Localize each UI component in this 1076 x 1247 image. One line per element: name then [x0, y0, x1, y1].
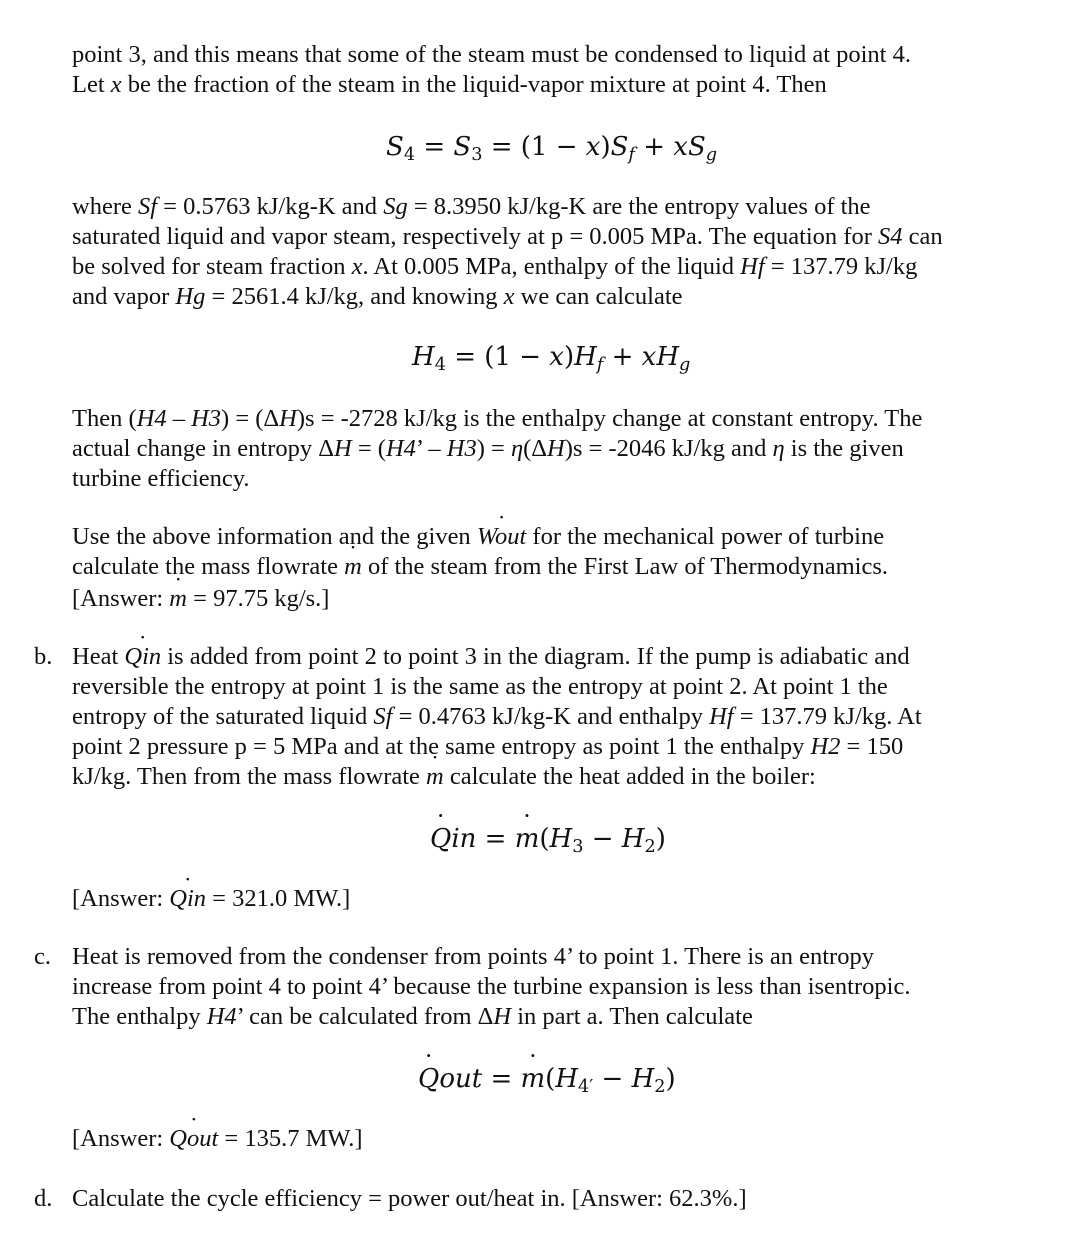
text-line — [72, 434, 904, 464]
eq-term: out — [439, 1064, 483, 1094]
variable: Sg — [383, 193, 408, 220]
text-line — [72, 282, 683, 312]
text-line — [72, 464, 250, 494]
answer-line — [72, 584, 329, 614]
eq-sub: 4′ — [578, 1076, 594, 1097]
text-line — [72, 70, 827, 100]
text-line — [72, 942, 874, 972]
equation-enthalpy — [412, 340, 690, 374]
text: Let — [72, 71, 111, 98]
eq-term: S — [386, 132, 404, 162]
text: where — [72, 193, 138, 220]
variable-mdot: ˙ m — [169, 584, 187, 614]
text-line — [72, 672, 888, 702]
eq-sub: f — [628, 144, 635, 165]
eq-op: + — [603, 342, 642, 372]
variable-qin: ˙ Qin — [169, 884, 206, 914]
eq-term: in — [451, 824, 477, 854]
item-label-b: b. — [34, 643, 53, 670]
text: = 2561.4 kJ/kg, and knowing — [205, 283, 504, 310]
text-line — [72, 552, 888, 582]
text-line — [72, 732, 903, 762]
text-line — [72, 222, 943, 252]
variable: Hf — [709, 703, 734, 730]
text: ) = — [476, 435, 511, 462]
variable-mdot: ˙ m — [344, 552, 362, 582]
eq-term: ˙ m — [521, 1062, 546, 1096]
eq-sub: 4 — [434, 354, 446, 375]
eq-term: S — [453, 132, 472, 162]
variable: H2 — [810, 733, 841, 760]
text: in part a. Then calculate — [511, 1003, 753, 1030]
text: of the steam from the First Law of Thermodynamics. — [361, 553, 888, 580]
text: (Δ — [523, 435, 548, 462]
text: The enthalpy — [72, 1003, 207, 1030]
answer-line — [72, 1124, 363, 1154]
eq-term: H — [412, 342, 435, 372]
text-line — [72, 192, 871, 222]
text: = 150 — [840, 733, 904, 760]
eq-op: ) — [655, 824, 666, 854]
variable: H — [493, 1003, 512, 1030]
text: )s = -2046 kJ/kg and — [564, 435, 773, 462]
eq-term: H — [549, 824, 573, 854]
eq-op: ) — [563, 342, 575, 372]
text: point 3, and this means that some of the steam must be condensed to liquid at point 4. — [72, 41, 911, 68]
text: Heat is removed from the condenser from points 4’ to point 1. There is an entropy — [72, 943, 874, 970]
text: = 0.5763 kJ/kg-K and — [157, 193, 384, 220]
text-line — [72, 702, 922, 732]
text-line — [72, 252, 917, 282]
text: kJ/kg. Then from the mass flowrate — [72, 763, 427, 790]
text: = 137.79 kJ/kg — [764, 253, 918, 280]
text-line — [72, 972, 910, 1002]
variable: H — [334, 435, 352, 462]
variable: H4 — [136, 405, 167, 432]
text: is added from point 2 to point 3 in the diagram. If the pump is adiabatic and — [161, 643, 910, 670]
text-line — [72, 1002, 753, 1032]
variable-eta: η — [772, 435, 785, 462]
eq-op: = (1 − — [445, 342, 550, 372]
text: calculate the heat added in the boiler: — [443, 763, 816, 790]
eq-op: = (1 − — [482, 132, 586, 162]
text: calculate the mass flowrate — [72, 553, 345, 580]
eq-sub: 4 — [403, 144, 416, 165]
eq-term: S — [610, 132, 629, 162]
text: we can calculate — [514, 283, 683, 310]
eq-term: H — [631, 1064, 655, 1094]
variable: x — [503, 283, 515, 310]
text: increase from point 4 to point 4’ because the turbine expansion is less than isentropic. — [72, 973, 911, 1000]
text: for the mechanical power of turbine — [526, 523, 885, 550]
variable: Hf — [740, 253, 765, 280]
variable: x — [351, 253, 363, 280]
eq-term: x — [585, 132, 601, 162]
text: be the fraction of the steam in the liquid-vapor mixture at point 4. Then — [121, 71, 827, 98]
text: can — [902, 223, 943, 250]
text: = 0.4763 kJ/kg-K and enthalpy — [392, 703, 710, 730]
item-label-c: c. — [34, 943, 51, 970]
variable-qout: ˙ Qout — [169, 1124, 218, 1154]
text-line — [72, 404, 922, 434]
equation-entropy — [386, 130, 717, 164]
variable: H3 — [191, 405, 222, 432]
text-line — [72, 40, 911, 70]
text: Use the above information and the given — [72, 523, 477, 550]
variable-mdot: ˙ m — [426, 762, 444, 792]
variable: H — [547, 435, 565, 462]
text: = 8.3950 kJ/kg-K are the entropy values of the — [407, 193, 871, 220]
answer-line — [72, 884, 350, 914]
text: [Answer: — [72, 585, 170, 612]
text: and vapor — [72, 283, 176, 310]
eq-op: + — [634, 132, 674, 162]
text: reversible the entropy at point 1 is the same as the entropy at point 2. At point 1 the — [72, 673, 888, 700]
text-line — [72, 642, 910, 672]
eq-term: xH — [641, 342, 679, 372]
text: Calculate the cycle efficiency = power out/heat in. [Answer: 62.3%.] — [72, 1185, 747, 1212]
eq-op: ( — [539, 824, 550, 854]
eq-sub: 2 — [644, 836, 656, 857]
text: [Answer: — [72, 885, 170, 912]
variable: H4 — [206, 1003, 237, 1030]
eq-op: = — [482, 1064, 521, 1094]
item-label-d: d. — [34, 1185, 53, 1212]
variable: Hg — [175, 283, 206, 310]
equation-qout — [418, 1062, 676, 1096]
text: actual change in entropy Δ — [72, 435, 335, 462]
eq-term: ˙ Q — [418, 1062, 439, 1096]
variable-x: x — [110, 71, 122, 98]
text: = 137.79 kJ/kg. At — [733, 703, 922, 730]
text-line — [72, 762, 816, 792]
eq-sub: 3 — [572, 836, 584, 857]
text: ’ – — [415, 435, 447, 462]
variable: Sf — [137, 193, 158, 220]
variable: H — [279, 405, 297, 432]
variable-qin: ˙ Qin — [124, 642, 161, 672]
text: = ( — [351, 435, 386, 462]
text: Then ( — [72, 405, 137, 432]
eq-op: ) — [665, 1064, 676, 1094]
variable: Sf — [373, 703, 393, 730]
text-line — [72, 1184, 747, 1214]
text: [Answer: — [72, 1125, 170, 1152]
text-line — [72, 522, 884, 552]
text: Heat — [72, 643, 125, 670]
eq-term: ˙ m — [515, 822, 540, 856]
eq-term: H — [555, 1064, 579, 1094]
variable: H3 — [446, 435, 477, 462]
eq-sub: 2 — [654, 1076, 666, 1097]
text: turbine efficiency. — [72, 465, 250, 492]
eq-term: H — [574, 342, 597, 372]
text: . At 0.005 MPa, enthalpy of the liquid — [362, 253, 741, 280]
variable: S4 — [878, 223, 903, 250]
eq-sub: 3 — [471, 144, 483, 165]
text: entropy of the saturated liquid — [72, 703, 374, 730]
text: = 135.7 MW.] — [218, 1125, 363, 1152]
eq-sub: f — [596, 354, 604, 375]
eq-op: ) — [600, 132, 611, 162]
eq-op: = — [415, 132, 454, 162]
text: point 2 pressure p = 5 MPa and at the same entropy as point 1 the enthalpy — [72, 733, 811, 760]
eq-term: H — [621, 824, 645, 854]
eq-op: = — [476, 824, 515, 854]
eq-op: − — [593, 1064, 632, 1094]
variable-eta: η — [510, 435, 524, 462]
text: is the given — [784, 435, 904, 462]
eq-term: x — [549, 342, 564, 372]
text: ’ can be calculated from Δ — [236, 1003, 494, 1030]
text: )s = -2728 kJ/kg is the enthalpy change at constant entropy. The — [296, 405, 923, 432]
eq-sub: g — [705, 144, 718, 165]
eq-term: xS — [673, 132, 706, 162]
equation-qin — [430, 822, 666, 856]
text: = 97.75 kg/s.] — [187, 585, 330, 612]
eq-op: − — [583, 824, 622, 854]
eq-term: ˙ Q — [430, 822, 451, 856]
text: saturated liquid and vapor steam, respectively at p = 0.005 MPa. The equation for — [72, 223, 878, 250]
eq-op: ( — [545, 1064, 556, 1094]
variable: H4 — [385, 435, 416, 462]
variable-wout: ˙ Wout — [477, 522, 526, 552]
text: – — [166, 405, 192, 432]
eq-sub: g — [679, 354, 691, 375]
text: be solved for steam fraction — [72, 253, 352, 280]
text: ) = (Δ — [221, 405, 280, 432]
text: = 321.0 MW.] — [206, 885, 351, 912]
